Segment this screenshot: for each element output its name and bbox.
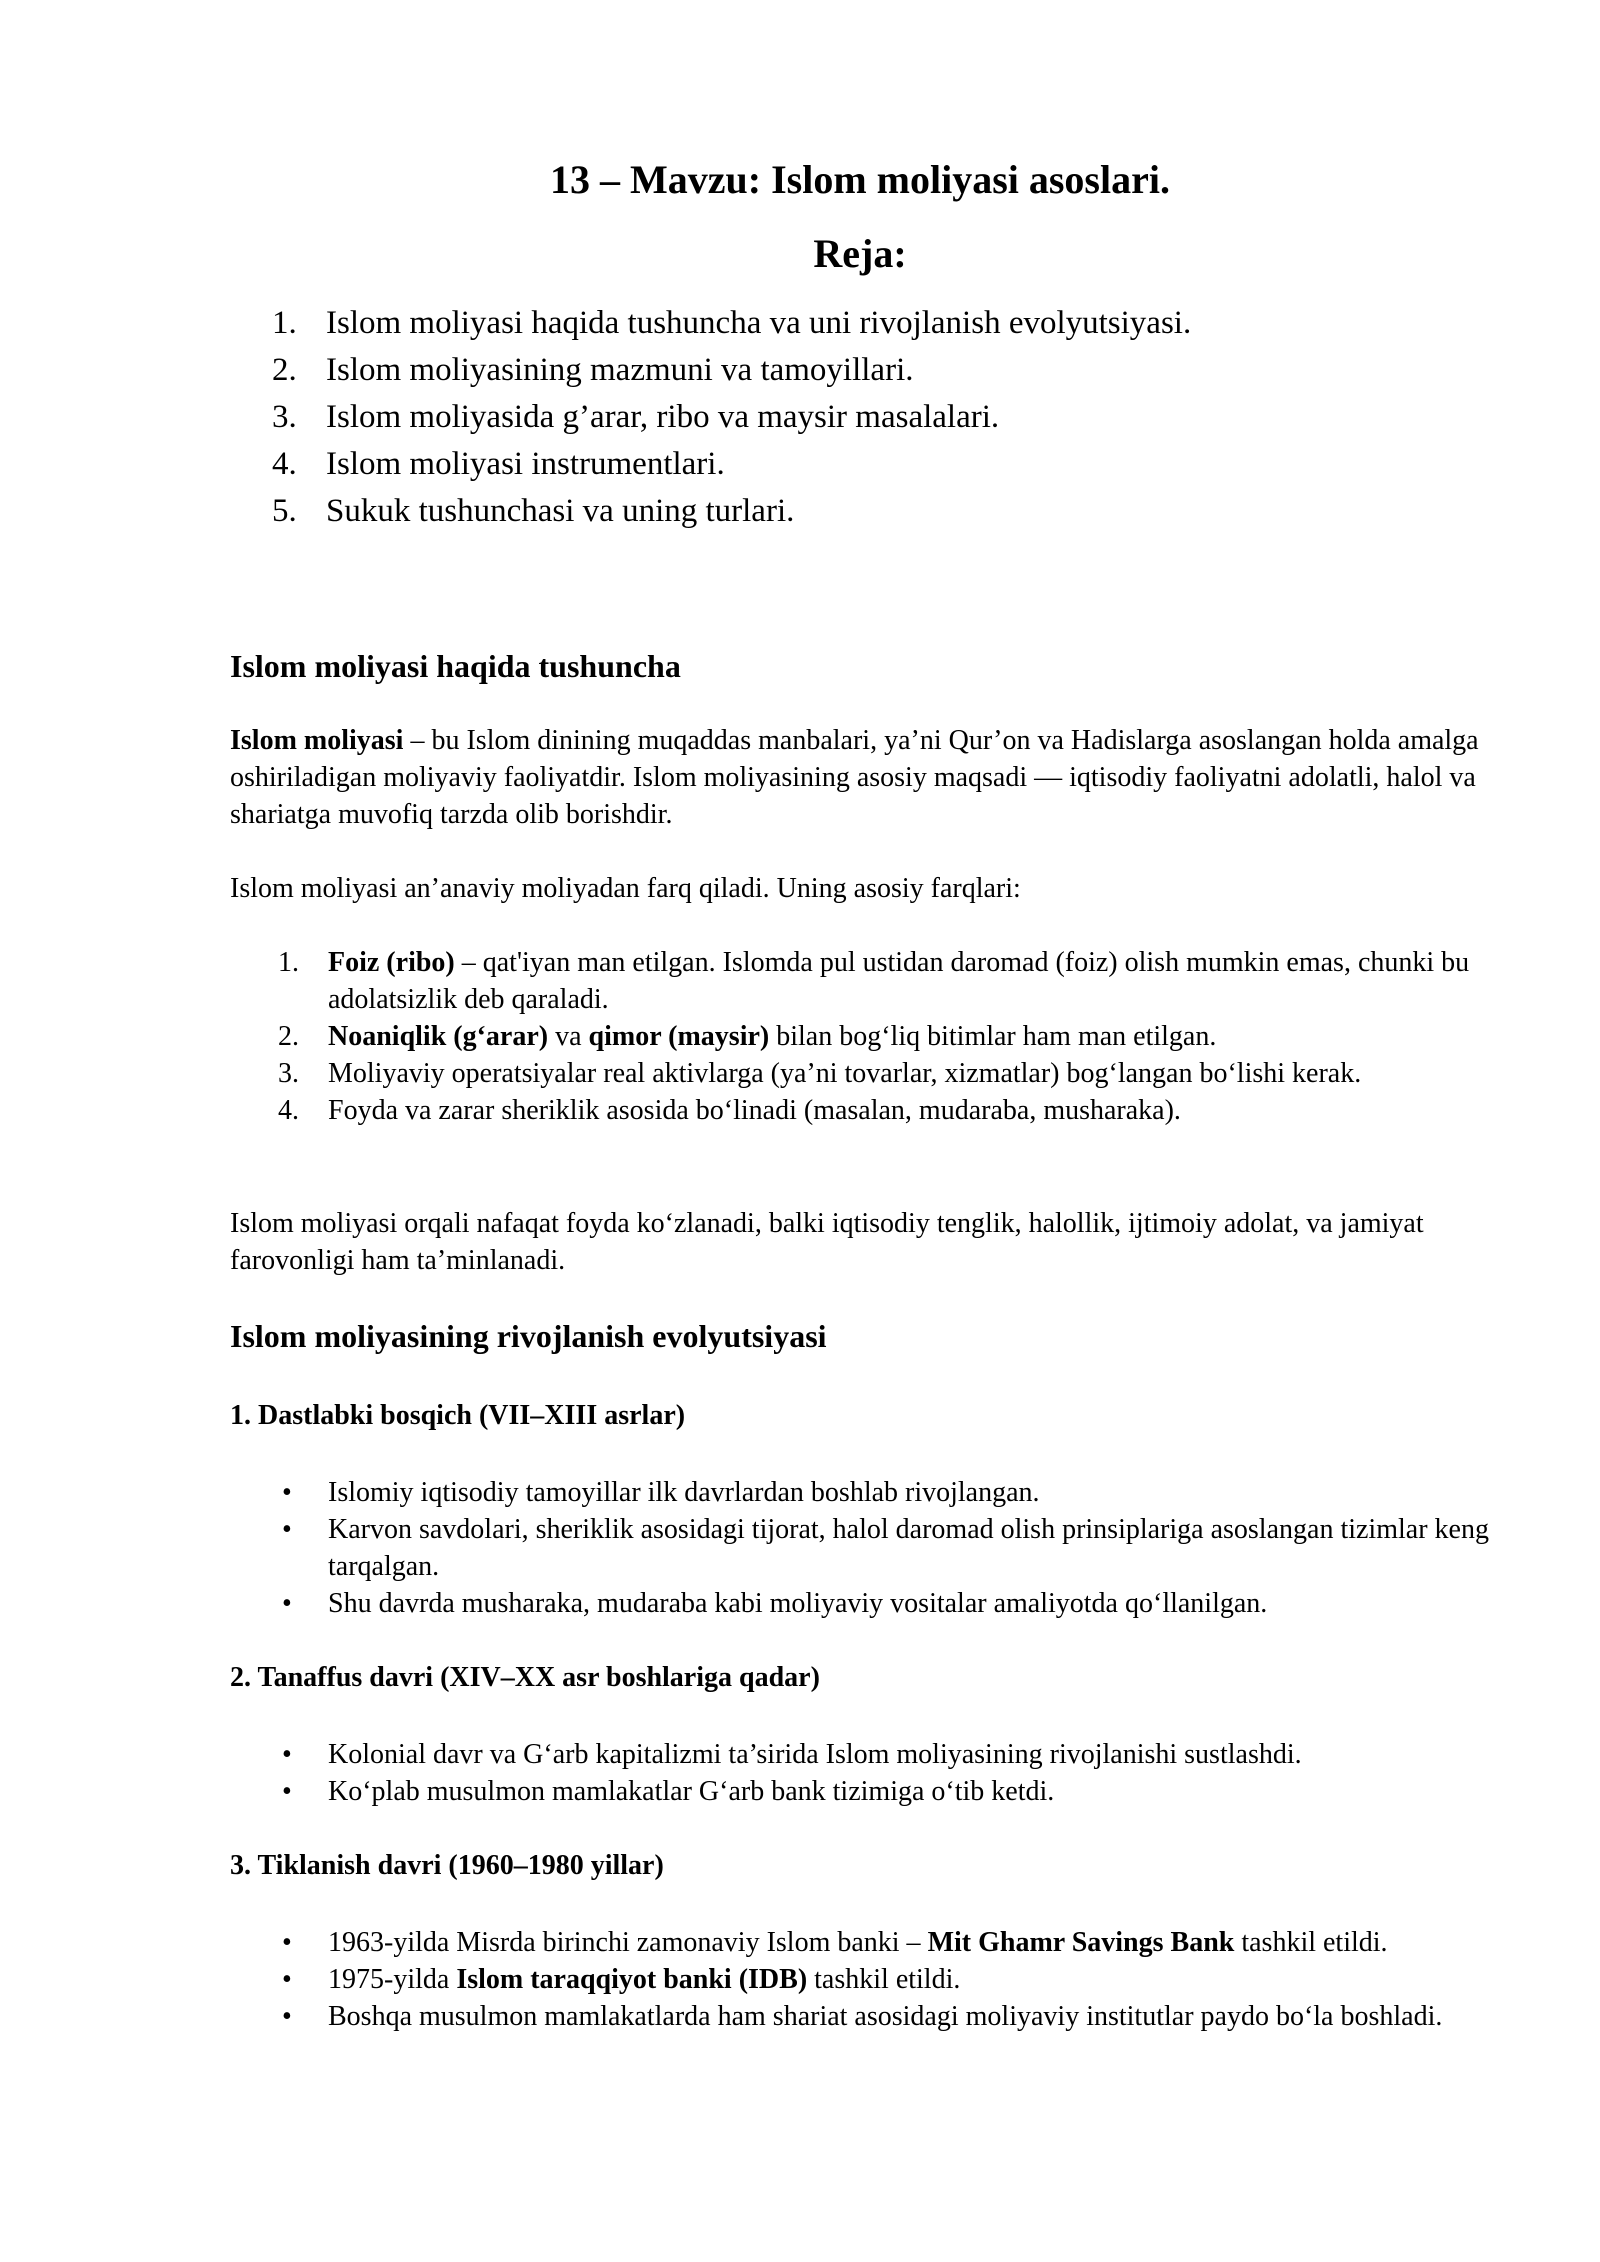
item-text: 1975-yilda	[328, 1964, 457, 1995]
list-item	[272, 1055, 1502, 1092]
stage-heading-2: 2. Tanaffus davri (XIV–XX asr boshlariga qadar)	[230, 1662, 820, 1693]
stage-heading-1: 1. Dastlabki bosqich (VII–XIII asrlar)	[230, 1400, 686, 1431]
document-title: 13 – Mavzu: Islom moliyasi asoslari.	[550, 157, 1170, 202]
list-number: 5.	[272, 493, 297, 529]
item-text: tashkil etildi.	[807, 1964, 961, 1995]
list-number: 3.	[272, 399, 297, 435]
bullet-icon: •	[282, 1776, 292, 1807]
plan-item-text: Islom moliyasining mazmuni va tamoyillari.	[326, 352, 914, 388]
bullet-icon: •	[282, 1477, 292, 1508]
definition-paragraph	[230, 722, 1500, 833]
list-number: 4.	[272, 446, 297, 482]
list-number: 2.	[278, 1021, 299, 1052]
item-text: bilan bog‘liq bitimlar ham man etilgan.	[769, 1021, 1217, 1052]
summary-paragraph: Islom moliyasi orqali nafaqat foyda ko‘zlanadi, balki iqtisodiy tenglik, halollik, ijtimoiy adolat, va jamiyat farovonligi ham ta’minlanadi.	[230, 1208, 1424, 1276]
plan-item	[272, 394, 1191, 441]
plan-item	[272, 441, 1191, 488]
list-item	[272, 1961, 1502, 1998]
plan-item-text: Sukuk tushunchasi va uning turlari.	[326, 493, 795, 529]
item-bold-term: Mit Ghamr Savings Bank	[927, 1927, 1235, 1958]
list-item	[272, 1998, 1502, 2035]
list-number: 3.	[278, 1058, 299, 1089]
item-text: Shu davrda musharaka, mudaraba kabi moliyaviy vositalar amaliyotda qo‘llanilgan.	[328, 1588, 1268, 1619]
stage1-list	[272, 1474, 1502, 1622]
bullet-icon: •	[282, 1514, 292, 1545]
definition-text: – bu Islom dinining muqaddas manbalari, ya’ni Qur’on va Hadislarga asoslangan holda amalga oshiriladigan moliyaviy faoliyatdir. Islom moliyasining asosiy maqsadi — iqtisodiy faoliyatni adolatli, halol va shariatga muvofiq tarzda olib borishdir.	[230, 725, 1479, 830]
bullet-icon: •	[282, 1927, 292, 1958]
item-bold-term: Islom taraqqiyot banki (IDB)	[456, 1964, 808, 1995]
list-item	[272, 1474, 1502, 1511]
list-item	[272, 1092, 1502, 1129]
item-bold-term: Foiz (ribo)	[328, 947, 455, 978]
list-item	[272, 1736, 1502, 1773]
stage-heading-3: 3. Tiklanish davri (1960–1980 yillar)	[230, 1850, 664, 1881]
list-item	[272, 1511, 1502, 1585]
plan-heading: Reja:	[813, 231, 907, 276]
item-text: Kolonial davr va G‘arb kapitalizmi ta’sirida Islom moliyasining rivojlanishi sustlashdi.	[328, 1739, 1302, 1770]
item-bold-term: qimor (maysir)	[588, 1021, 770, 1052]
item-text: Islomiy iqtisodiy tamoyillar ilk davrlardan boshlab rivojlangan.	[328, 1477, 1040, 1508]
item-text: – qat'iyan man etilgan. Islomda pul ustidan daromad (foiz) olish mumkin emas, chunki bu adolatsizlik deb qaraladi.	[328, 947, 1470, 1015]
item-text: tashkil etildi.	[1234, 1927, 1388, 1958]
list-item	[272, 944, 1502, 1018]
plan-item	[272, 488, 1191, 535]
list-item	[272, 1585, 1502, 1622]
list-number: 1.	[278, 947, 299, 978]
plan-item	[272, 347, 1191, 394]
item-text: va	[548, 1021, 589, 1052]
plan-item-text: Islom moliyasi instrumentlari.	[326, 446, 725, 482]
item-text: Ko‘plab musulmon mamlakatlar G‘arb bank tizimiga o‘tib ketdi.	[328, 1776, 1055, 1807]
list-number: 2.	[272, 352, 297, 388]
bullet-icon: •	[282, 1964, 292, 1995]
list-number: 4.	[278, 1095, 299, 1126]
item-text: Foyda va zarar sheriklik asosida bo‘linadi (masalan, mudaraba, musharaka).	[328, 1095, 1181, 1126]
item-text: Moliyaviy operatsiyalar real aktivlarga (ya’ni tovarlar, xizmatlar) bog‘langan bo‘lishi kerak.	[328, 1058, 1362, 1089]
plan-item-text: Islom moliyasida g’arar, ribo va maysir masalalari.	[326, 399, 1000, 435]
list-number: 1.	[272, 305, 297, 341]
item-text: 1963-yilda Misrda birinchi zamonaviy Islom banki –	[328, 1927, 928, 1958]
section-heading-evolution: Islom moliyasining rivojlanish evolyutsiyasi	[230, 1318, 827, 1354]
item-bold-term: Noaniqlik (g‘arar)	[328, 1021, 549, 1052]
differences-list	[272, 944, 1502, 1129]
differences-intro: Islom moliyasi an’anaviy moliyadan farq qiladi. Uning asosiy farqlari:	[230, 873, 1021, 904]
plan-item-text: Islom moliyasi haqida tushuncha va uni rivojlanish evolyutsiyasi.	[326, 305, 1192, 341]
definition-term: Islom moliyasi	[230, 725, 404, 756]
list-item	[272, 1773, 1502, 1810]
list-item	[272, 1924, 1502, 1961]
plan-list	[272, 300, 1191, 535]
section-heading-concept: Islom moliyasi haqida tushuncha	[230, 648, 681, 684]
item-text: Boshqa musulmon mamlakatlarda ham shariat asosidagi moliyaviy institutlar paydo bo‘la boshladi.	[328, 2001, 1443, 2032]
bullet-icon: •	[282, 2001, 292, 2032]
bullet-icon: •	[282, 1739, 292, 1770]
stage2-list	[272, 1736, 1502, 1810]
stage3-list	[272, 1924, 1502, 2035]
item-text: Karvon savdolari, sheriklik asosidagi tijorat, halol daromad olish prinsiplariga asoslangan tizimlar keng tarqalgan.	[328, 1514, 1489, 1582]
list-item	[272, 1018, 1502, 1055]
plan-item	[272, 300, 1191, 347]
bullet-icon: •	[282, 1588, 292, 1619]
